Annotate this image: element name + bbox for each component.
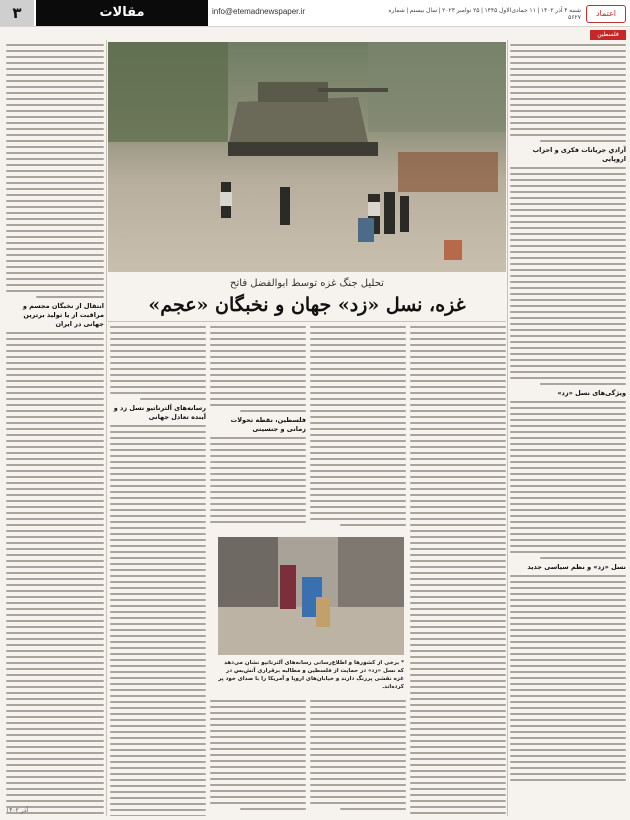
inset-photo xyxy=(218,537,404,655)
newspaper-logo: اعتماد xyxy=(586,5,626,23)
column-divider-right xyxy=(507,40,508,816)
subhead-right-4: نسل «زد» و نظم سیاسی جدید xyxy=(527,563,626,571)
main-column-3b xyxy=(210,700,306,816)
headline-rule xyxy=(108,321,506,322)
article-kicker: تحلیل جنگ غزه توسط ابوالفضل فاتح xyxy=(230,278,384,289)
main-column-2 xyxy=(310,326,406,534)
main-column-3 xyxy=(210,326,306,534)
email-address[interactable]: info@etemadnewspaper.ir xyxy=(212,7,306,16)
main-column-4 xyxy=(110,326,206,816)
dateline: شنبه ۴ آذر ۱۴۰۲ | ۱۱ جمادی‌الاول ۱۴۴۵ | ۲۵ نوامبر ۲۰۲۳ | سال بیستم | شماره ۵۶۲۷ xyxy=(388,8,581,21)
column-divider-left xyxy=(106,40,107,816)
left-footer: آذر ۱۴۰۲ xyxy=(6,807,29,814)
topic-tag: فلسطین xyxy=(590,30,626,40)
subhead-main-2: رسانه‌های آلترناتیو نسل زد و آینده تعادل جهانی xyxy=(113,404,206,421)
right-column xyxy=(510,44,626,816)
main-column-2b xyxy=(310,700,406,816)
subhead-main-1: فلسطین، نقطه تحولات زمانی و جنسیتی xyxy=(230,416,306,433)
subhead-left-1: انتقال از نخبگان مجسم و مراقبت از یا تولید برترین جهانی در ایران xyxy=(22,302,104,328)
left-column xyxy=(6,44,104,814)
subhead-right-1: آزادیِ جریانات فکری و احزاب اروپایی xyxy=(532,146,626,163)
section-label: مقالات xyxy=(36,0,208,26)
page-number: ۳ xyxy=(0,0,34,26)
article-headline: غزه، نسل «زد» جهان و نخبگان «عجم» xyxy=(148,294,466,316)
inset-caption: * برخی از کشورها و اطلاع‌رسانی رسانه‌های آلترناتیو نشان می‌دهد که نسل «زد» در حمایت از فلسطین و مطالبه برقراری آتش‌بس در غزه نقشی پررنگ دارند و خیابان‌های اروپا و آمریکا را با صدای خود پر کرده‌اند. xyxy=(218,660,404,690)
masthead-bar xyxy=(0,0,630,27)
main-photo xyxy=(108,42,506,272)
subhead-right-2: ویژگی‌های نسل «زد» xyxy=(557,389,626,397)
main-column-1 xyxy=(410,326,506,816)
